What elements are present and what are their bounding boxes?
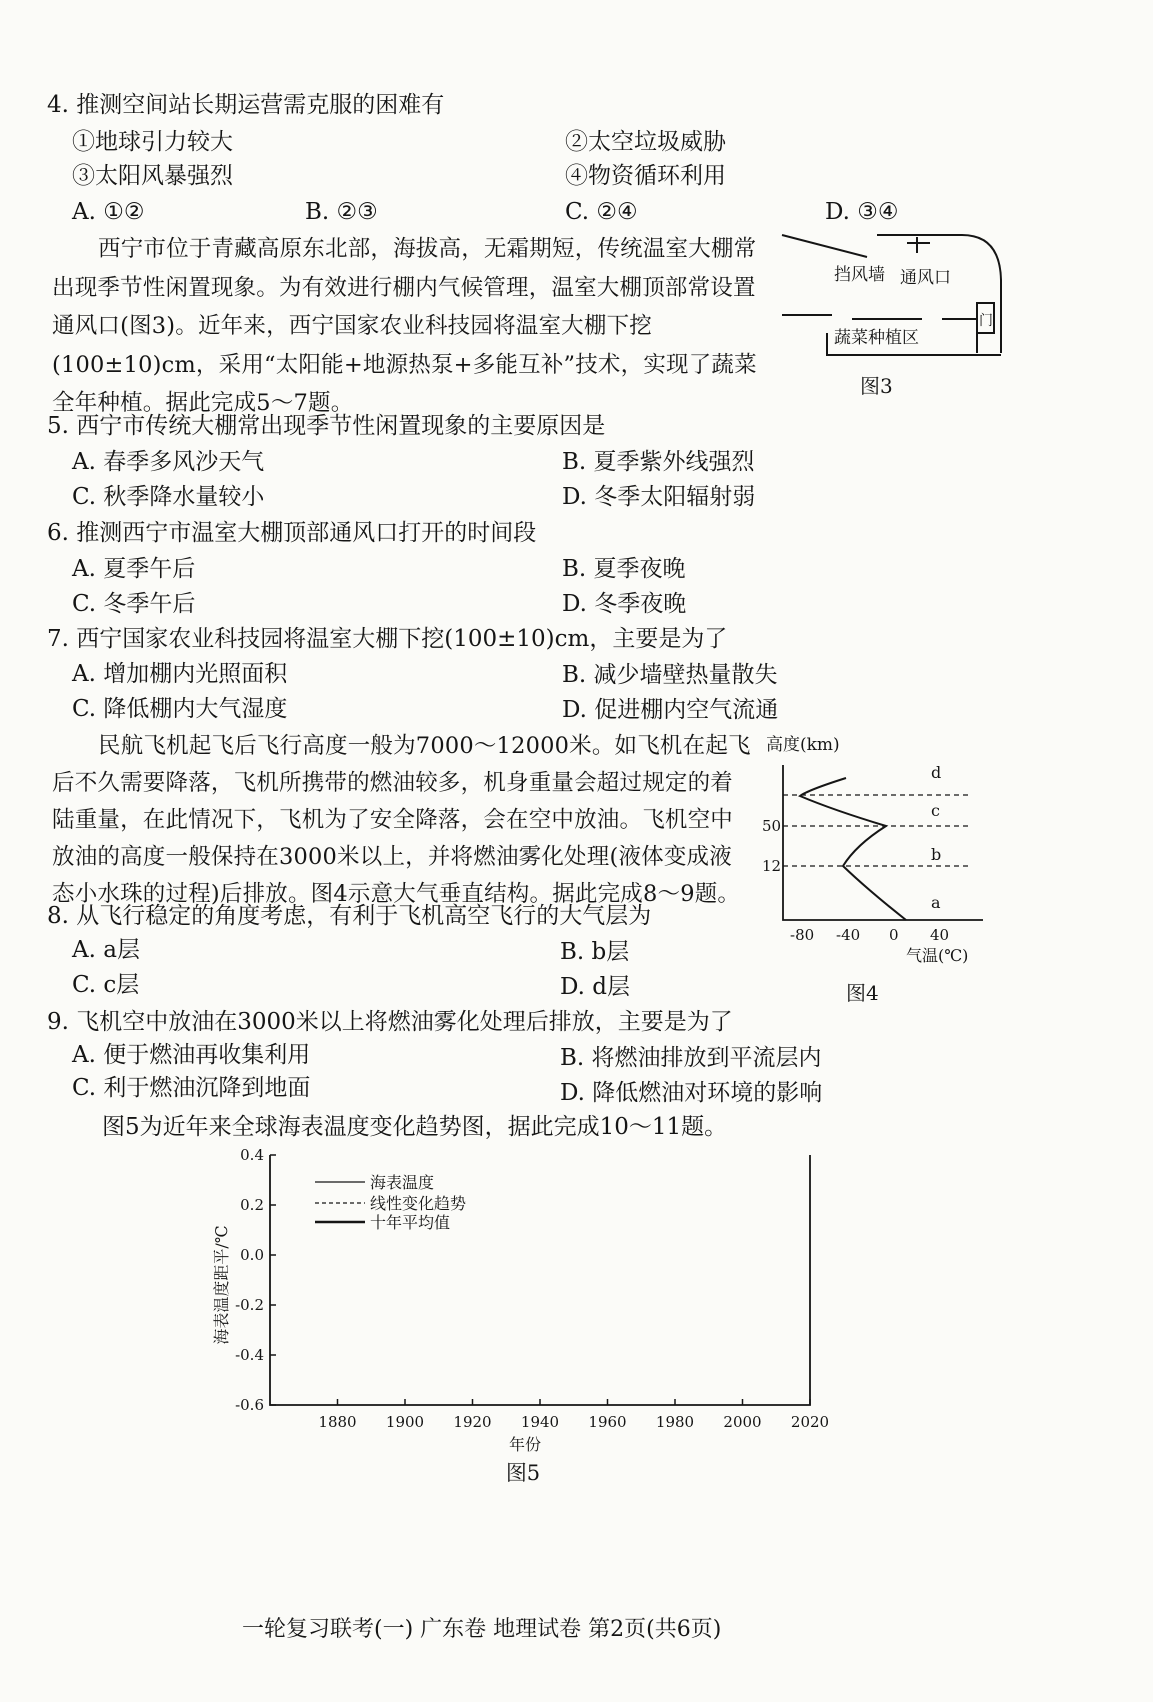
q7-option-c[interactable]: C. 降低棚内大气湿度 — [72, 696, 288, 722]
q5-option-d[interactable]: D. 冬季太阳辐射弱 — [562, 484, 756, 510]
q4-stem: 4. 推测空间站长期运营需克服的困难有 — [47, 92, 445, 118]
fig4-layer-c: c — [931, 801, 940, 820]
fig5-legend — [315, 1173, 466, 1232]
q8-option-b[interactable]: B. b层 — [560, 939, 630, 965]
q8-option-c[interactable]: C. c层 — [72, 972, 140, 998]
fig5-xtick-label: 1940 — [520, 1413, 560, 1431]
q9-option-b[interactable]: B. 将燃油排放到平流层内 — [560, 1045, 822, 1071]
q8-stem: 8. 从飞行稳定的角度考虑，有利于飞机高空飞行的大气层为 — [47, 903, 652, 929]
fig3-area-label: 蔬菜种植区 — [834, 328, 919, 348]
fig5-xtick-label: 1920 — [453, 1413, 492, 1431]
fig4-xtick-40: 40 — [930, 926, 950, 944]
fig5-ylabel: 海表温度距平/℃ — [212, 1225, 231, 1345]
fig5-intro: 图5为近年来全球海表温度变化趋势图，据此完成10～11题。 — [102, 1114, 728, 1140]
fig4-ytick-12: 12 — [762, 857, 782, 875]
passage-aircraft: 民航飞机起飞后飞行高度一般为7000～12000米。如飞机在起飞后不久需要降落，飞机所携带的燃油较多，机身重量会超过规定的着陆重量，在此情况下，飞机为了安全降落，会在空中放油。飞机空中放油的高度一般保持在3000米以上，并将燃油雾化处理(液体变成液态小水珠的过程)后排放。图4示意大气垂直结构。据此完成8～9题。 — [52, 733, 751, 907]
fig5-legend-sst: 海表温度 — [370, 1173, 435, 1192]
fig4-layer-a: a — [931, 893, 941, 912]
fig5-xtick-label: 1980 — [655, 1413, 695, 1431]
fig5-legend-trend: 线性变化趋势 — [370, 1194, 467, 1213]
q4-item-1: ①地球引力较大 — [72, 129, 233, 155]
fig4-xlabel: 气温(℃) — [906, 946, 969, 965]
fig5-xtick-label: 1900 — [385, 1413, 425, 1431]
fig5-xtick-label: 2020 — [790, 1413, 830, 1431]
q7-option-b[interactable]: B. 减少墙壁热量散失 — [562, 662, 778, 688]
q5-stem: 5. 西宁市传统大棚常出现季节性闲置现象的主要原因是 — [47, 413, 606, 439]
q7-option-a[interactable]: A. 增加棚内光照面积 — [72, 661, 288, 687]
fig5-ytick-label: -0.2 — [235, 1296, 264, 1314]
q9-option-c[interactable]: C. 利于燃油沉降到地面 — [72, 1075, 311, 1101]
q6-option-a[interactable]: A. 夏季午后 — [72, 556, 196, 582]
fig5-ytick-label: -0.6 — [235, 1396, 264, 1414]
fig5-caption: 图5 — [505, 1461, 541, 1485]
q9-option-d[interactable]: D. 降低燃油对环境的影响 — [560, 1080, 823, 1106]
fig4-layer-d: d — [931, 763, 942, 782]
q9-option-a[interactable]: A. 便于燃油再收集利用 — [72, 1042, 311, 1068]
fig4-ytick-50: 50 — [762, 817, 782, 835]
q6-option-d[interactable]: D. 冬季夜晚 — [562, 591, 687, 617]
q7-option-d[interactable]: D. 促进棚内空气流通 — [562, 697, 779, 723]
q8-option-a[interactable]: A. a层 — [72, 937, 140, 963]
fig3-caption: 图3 — [860, 374, 893, 398]
passage-xining: 西宁市位于青藏高原东北部，海拔高，无霜期短，传统温室大棚常出现季节性闲置现象。为有效进行棚内气候管理，温室大棚顶部常设置通风口(图3)。近年来，西宁国家农业科技园将温室大棚下挖(100±10)cm，采用“太阳能+地源热泵+多能互补”技术，实现了蔬菜全年种植。据此完成5～7题。 — [52, 236, 757, 416]
q5-option-a[interactable]: A. 春季多风沙天气 — [72, 449, 265, 475]
fig5-legend-decade: 十年平均值 — [370, 1213, 451, 1232]
fig3-vent-mark — [907, 237, 930, 253]
fig3-door-label: 门 — [979, 313, 993, 329]
fig4-xtick-m40: -40 — [836, 926, 861, 944]
fig5-plot-frame — [270, 1155, 810, 1405]
q6-option-b[interactable]: B. 夏季夜晚 — [562, 556, 686, 582]
q5-option-b[interactable]: B. 夏季紫外线强烈 — [562, 449, 755, 475]
fig5-xtick-label: 1880 — [318, 1413, 357, 1431]
q4-item-3: ③太阳风暴强烈 — [72, 163, 233, 189]
q5-option-c[interactable]: C. 秋季降水量较小 — [72, 484, 265, 510]
q9-stem: 9. 飞机空中放油在3000米以上将燃油雾化处理后排放，主要是为了 — [47, 1009, 733, 1035]
figure-5-sst-chart — [205, 1140, 845, 1485]
q7-stem: 7. 西宁国家农业科技园将温室大棚下挖(100±10)cm，主要是为了 — [47, 626, 728, 652]
fig5-ytick-label: 0.2 — [240, 1196, 264, 1214]
q4-option-a[interactable]: A. ①② — [72, 199, 145, 225]
q8-option-d[interactable]: D. d层 — [560, 974, 630, 1000]
q4-item-2: ②太空垃圾威胁 — [565, 129, 726, 155]
figure-3-greenhouse — [772, 225, 1022, 405]
fig3-vent-label: 通风口 — [900, 268, 951, 288]
fig5-ytick-label: -0.4 — [235, 1346, 264, 1364]
q4-option-c[interactable]: C. ②④ — [565, 199, 638, 225]
q4-option-d[interactable]: D. ③④ — [825, 199, 899, 225]
fig5-xtick-label: 1960 — [588, 1413, 627, 1431]
fig4-temperature-curve — [800, 778, 906, 920]
fig3-wall-line — [782, 235, 867, 257]
q6-stem: 6. 推测西宁市温室大棚顶部通风口打开的时间段 — [47, 520, 537, 546]
fig4-layer-b: b — [931, 845, 942, 864]
fig3-windbreak-label: 挡风墙 — [834, 265, 885, 285]
fig3-floor-dash — [782, 315, 977, 319]
fig4-xtick-m80: -80 — [790, 926, 815, 944]
q4-item-4: ④物资循环利用 — [565, 163, 726, 189]
fig4-ylabel: 高度(km) — [766, 735, 840, 755]
fig4-caption: 图4 — [846, 981, 879, 1005]
q6-option-c[interactable]: C. 冬季午后 — [72, 591, 196, 617]
q4-option-b[interactable]: B. ②③ — [305, 199, 378, 225]
fig4-axes — [783, 765, 983, 920]
figure-4-atmosphere — [758, 730, 1003, 1020]
fig5-ytick-label: 0.4 — [240, 1146, 264, 1164]
fig5-ytick-label: 0.0 — [240, 1246, 264, 1264]
fig5-xlabel: 年份 — [508, 1435, 542, 1454]
fig5-xtick-label: 2000 — [723, 1413, 762, 1431]
page-footer: 一轮复习联考(一) 广东卷 地理试卷 第2页(共6页) — [242, 1617, 722, 1642]
fig4-xtick-0: 0 — [889, 926, 899, 944]
